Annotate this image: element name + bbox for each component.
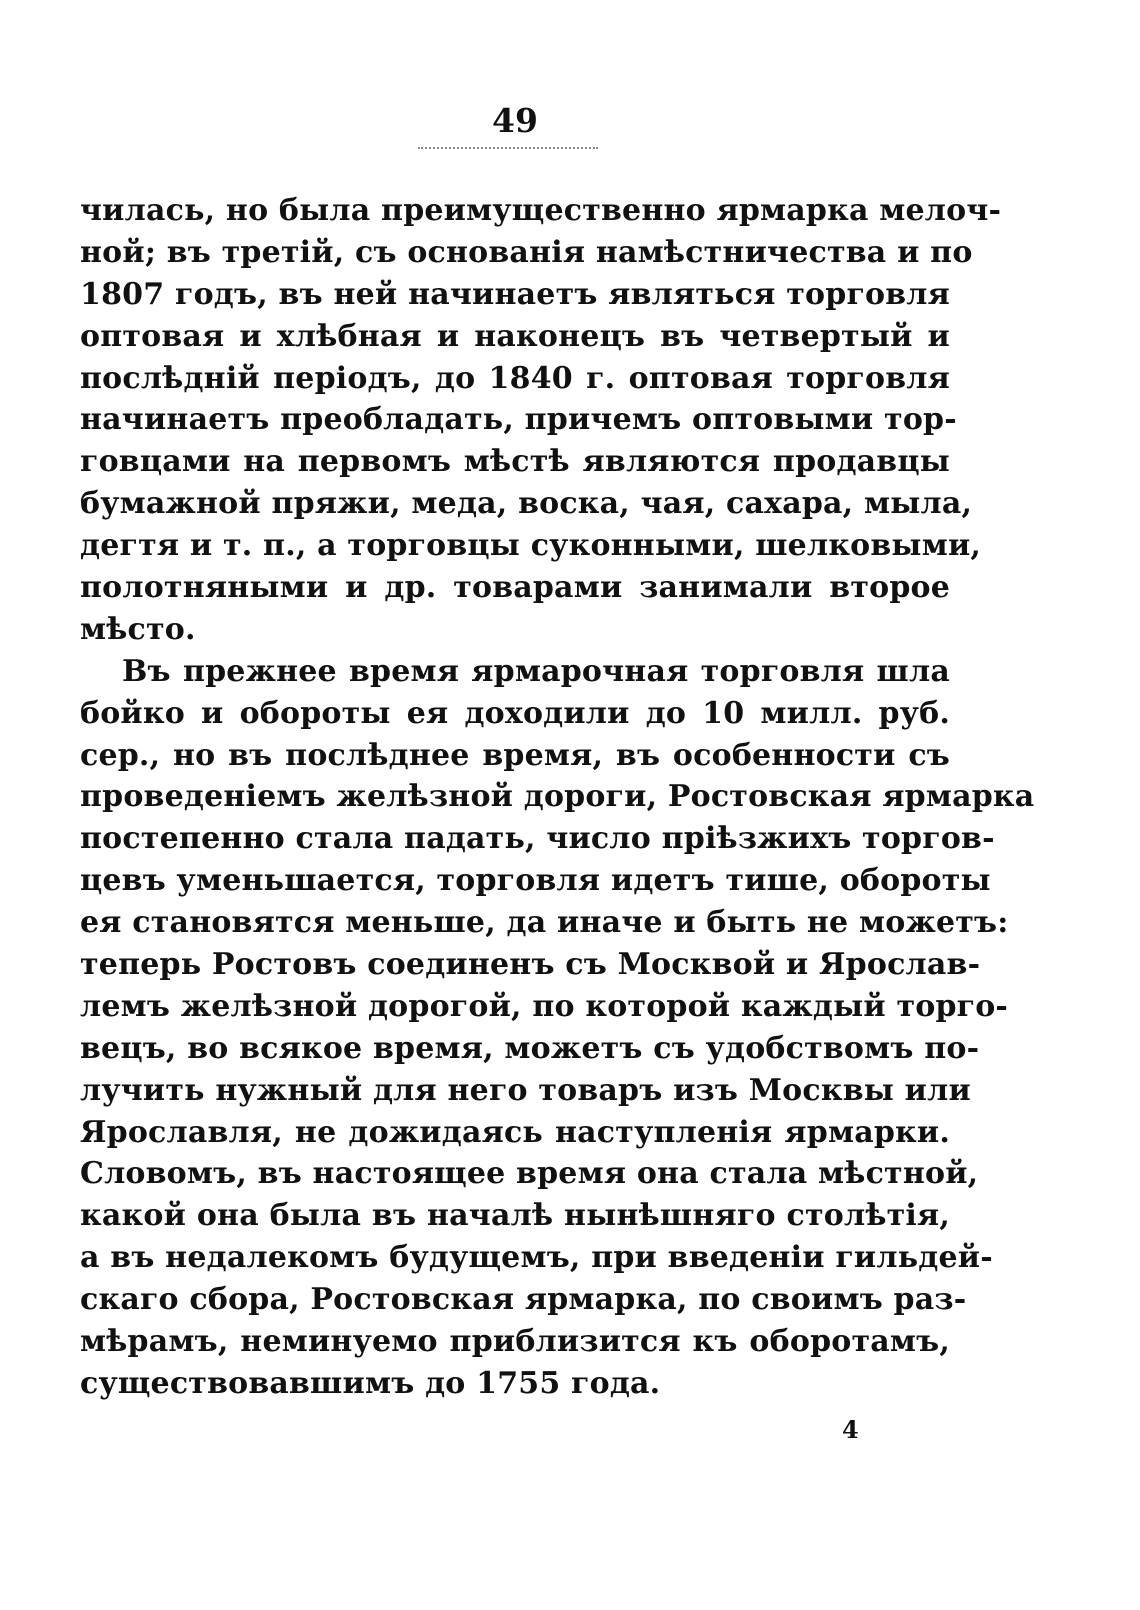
text-line: вецъ, во всякое время, можетъ съ удобствомъ по- <box>80 1030 980 1066</box>
text-line: а въ недалекомъ будущемъ, при введеніи гильдей- <box>80 1240 993 1276</box>
text-line: теперь Ростовъ соединенъ съ Москвой и Ярослав- <box>80 947 981 983</box>
text-line: мѣрамъ, неминуемо приблизится къ оборотамъ, <box>80 1324 950 1360</box>
text-line: постепенно стала падать, число пріѣзжихъ торгов- <box>80 821 995 857</box>
text-line: цевъ уменьшается, торговля идетъ тише, обороты <box>80 863 991 899</box>
text-line: скаго сбора, Ростовская ярмарка, по своимъ раз- <box>80 1282 967 1318</box>
text-line: проведеніемъ желѣзной дороги, Ростовская ярмарка <box>80 779 1035 815</box>
text-line: говцами на первомъ мѣстѣ являются продавцы <box>80 444 950 480</box>
signature-mark: 4 <box>842 1415 859 1444</box>
header-rule <box>418 147 598 149</box>
text-line: бойко и обороты ея доходили до 10 милл. руб. <box>80 695 950 731</box>
text-line: послѣдній періодъ, до 1840 г. оптовая торговля <box>80 360 950 396</box>
text-line: лемъ желѣзной дорогой, по которой каждый торго- <box>80 988 1009 1024</box>
text-line: Ярославля, не дожидаясь наступленія ярмарки. <box>80 1114 950 1150</box>
text-line: существовавшимъ до 1755 года. <box>80 1365 661 1401</box>
text-line: мѣсто. <box>80 611 196 647</box>
text-line: какой она была въ началѣ нынѣшняго столѣтія, <box>80 1198 950 1234</box>
text-line: чилась, но была преимущественно ярмарка мелоч- <box>80 193 1002 228</box>
text-line: бумажной пряжи, меда, воска, чая, сахара, мыла, <box>80 486 973 522</box>
text-line: Словомъ, въ настоящее время она стала мѣстной, <box>80 1156 979 1192</box>
body-text <box>80 190 1035 1405</box>
text-line: сер., но въ послѣднее время, въ особенности съ <box>80 737 950 773</box>
paragraph <box>80 190 1002 651</box>
text-line: дегтя и т. п., а торговцы суконными, шелковыми, <box>80 528 982 564</box>
text-line: оптовая и хлѣбная и наконецъ въ четвертый и <box>80 318 950 354</box>
text-line: 1807 годъ, въ ней начинаетъ являться торговля <box>80 276 950 312</box>
paragraph <box>80 651 1035 1405</box>
text-line: полотняными и др. товарами занимали второе <box>80 570 950 606</box>
text-line: Въ прежнее время ярмарочная торговля шла <box>122 653 950 689</box>
text-line: ной; въ третій, съ основанія намѣстничества и по <box>80 234 973 270</box>
text-line: лучить нужный для него товаръ изъ Москвы или <box>80 1072 971 1108</box>
page-number: 49 <box>492 101 538 140</box>
text-line: ея становятся меньше, да иначе и быть не можетъ: <box>80 905 1009 941</box>
text-line: начинаетъ преобладать, причемъ оптовыми тор- <box>80 402 957 438</box>
